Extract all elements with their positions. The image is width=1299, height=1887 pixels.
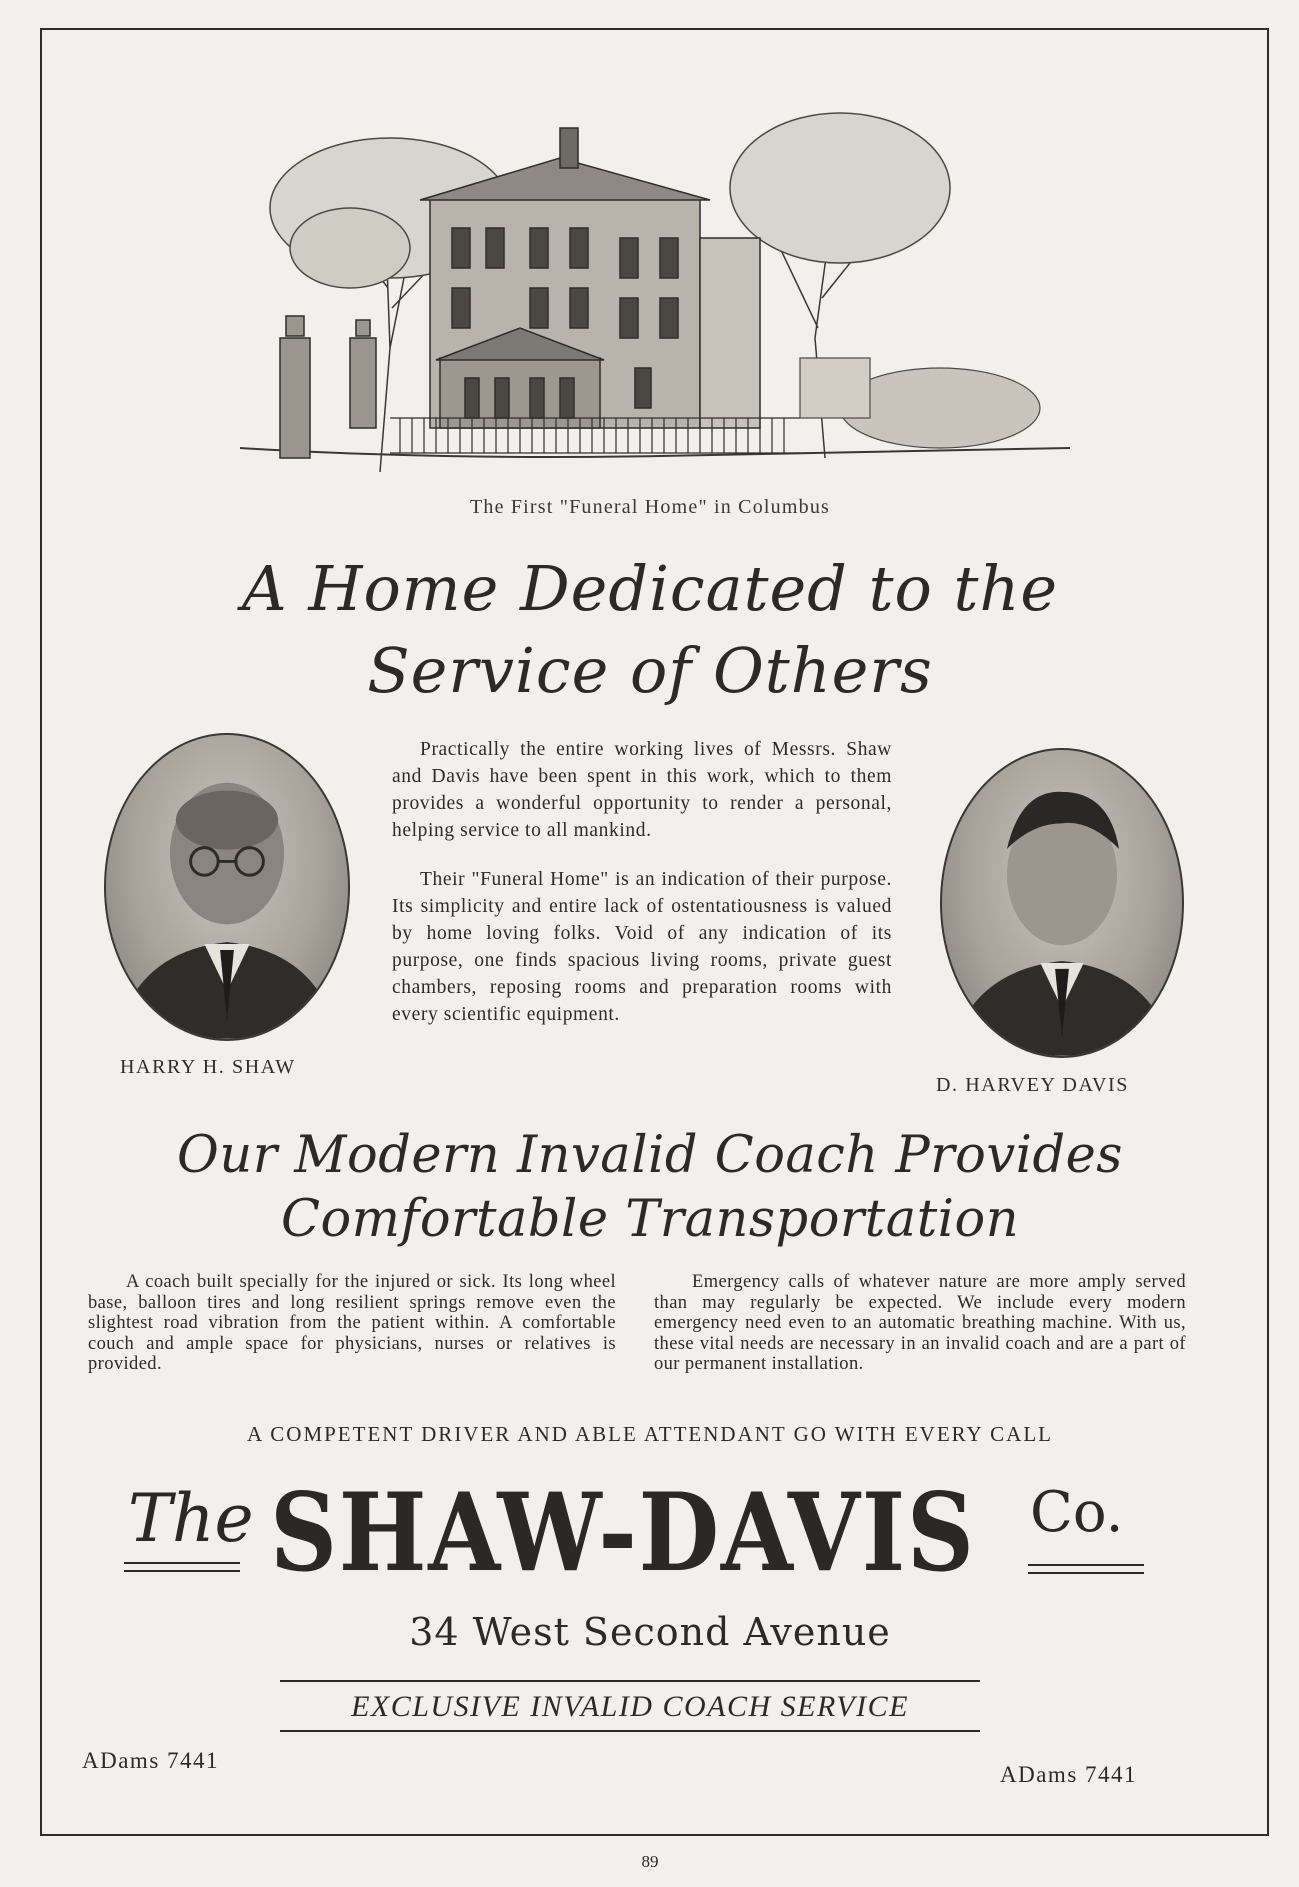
funeral-home-illustration xyxy=(240,88,1070,484)
coach-text-right xyxy=(654,1272,1186,1375)
portrait-harvey-davis xyxy=(940,748,1184,1058)
name-harvey-davis: D. HARVEY DAVIS xyxy=(936,1074,1129,1096)
illustration-caption: The First "Funeral Home" in Columbus xyxy=(469,496,831,518)
coach-paragraph-right: Emergency calls of whatever nature are more amply served than may regularly be expected. We include every modern emergency need even to an automatic breathing machine. With us, these vital needs are necessary in an invalid coach and are a part of our permanent installation. xyxy=(654,1272,1186,1374)
intro-paragraph-2: Their "Funeral Home" is an indication of their purpose. Its simplicity and entire lack of ostentatiousness is valued by home loving folks. Void of any indication of its purpose, one finds spacious living rooms, private guest chambers, reposing rooms and preparation rooms with every scientific equipment. xyxy=(392,869,892,1025)
main-headline-line-2: Service of Others xyxy=(367,634,933,707)
driver-attendant-line: A COMPETENT DRIVER AND ABLE ATTENDANT GO WITH EVERY CALL xyxy=(247,1422,1053,1446)
company-address: 34 West Second Avenue xyxy=(409,1610,891,1654)
company-name-block xyxy=(120,1470,1180,1614)
brand-suffix: Co. xyxy=(1030,1480,1124,1545)
phone-number-left: ADams 7441 xyxy=(82,1748,220,1773)
intro-text xyxy=(392,736,892,1050)
main-headline-line-1: A Home Dedicated to the xyxy=(241,552,1059,625)
brand-name: SHAW-DAVIS xyxy=(270,1470,976,1596)
main-headline xyxy=(120,548,1180,712)
portrait-shaw-figure xyxy=(106,735,348,1039)
coach-paragraph-left: A coach built specially for the injured or sick. Its long wheel base, balloon tires and long resilient springs remove even the slightest road vibration from the patient within. A comfortable couch and ample space for physicians, nurses or relatives is provided. xyxy=(88,1272,616,1374)
brand-prefix: The xyxy=(128,1480,254,1557)
intro-paragraph-1: Practically the entire working lives of Messrs. Shaw and Davis have been spent in this work, which to them provides a wonderful opportunity to render a personal, helping service to all mankind. xyxy=(392,739,892,841)
coach-text-left xyxy=(88,1272,616,1375)
coach-headline xyxy=(80,1124,1220,1252)
portrait-harry-shaw xyxy=(104,733,350,1041)
phone-number-right: ADams 7441 xyxy=(1000,1762,1138,1787)
page-number: 89 xyxy=(641,1852,659,1871)
exclusive-service-banner: EXCLUSIVE INVALID COACH SERVICE xyxy=(280,1680,980,1732)
brand-prefix-underline xyxy=(124,1562,240,1572)
brand-suffix-underline xyxy=(1028,1564,1144,1574)
coach-headline-line-1: Our Modern Invalid Coach Provides xyxy=(177,1126,1123,1185)
portrait-davis-figure xyxy=(942,750,1182,1056)
name-harry-shaw: HARRY H. SHAW xyxy=(120,1056,296,1078)
coach-headline-line-2: Comfortable Transportation xyxy=(280,1190,1020,1249)
